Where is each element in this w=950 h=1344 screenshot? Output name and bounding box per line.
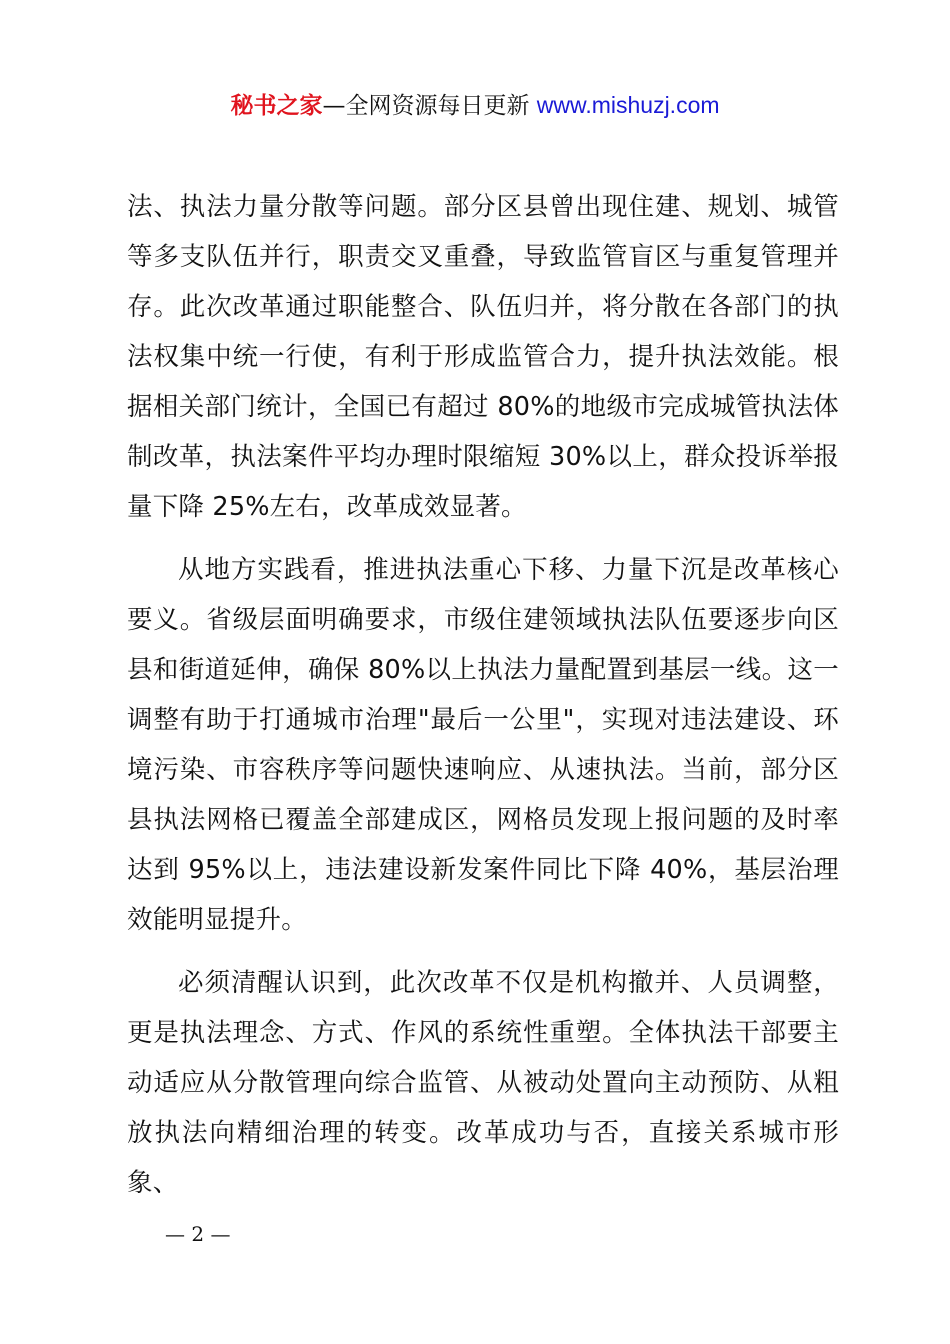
paragraph: 必须清醒认识到，此次改革不仅是机构撤并、人员调整，更是执法理念、方式、作风的系统性重塑。全体执法干部要主动适应从分散管理向综合监管、从被动处置向主动预防、从粗放执法向精细治理的转变。改革成功与否，直接关系城市形象、: [127, 968, 839, 1198]
brand-name: 秘书之家: [230, 93, 323, 119]
paragraph: 从地方实践看，推进执法重心下移、力量下沉是改革核心要义。省级层面明确要求，市级住建领域执法队伍要逐步向区县和街道延伸，确保 80%以上执法力量配置到基层一线。这一调整有助于打通城市治理"最后一公里"，实现对违法建设、环境污染、市容秩序等问题快速响应、从速执法。当前，部分区县执法网格已覆盖全部建成区，网格员发现上报问题的及时率达到 95%以上，违法建设新发案件同比下降 40%，基层治理效能明显提升。: [127, 555, 839, 935]
page-number: — 2 —: [165, 1222, 231, 1246]
paragraph-continued: 法、执法力量分散等问题。部分区县曾出现住建、规划、城管等多支队伍并行，职责交叉重叠，导致监管盲区与重复管理并存。此次改革通过职能整合、队伍归并，将分散在各部门的执法权集中统一行使，有利于形成监管合力，提升执法效能。根据相关部门统计，全国已有超过 80%的地级市完成城管执法体制改革，执法案件平均办理时限缩短 30%以上，群众投诉举报量下降 25%左右，改革成效显著。: [127, 192, 839, 522]
site-url[interactable]: www.mishuzj.com: [536, 92, 720, 118]
header-tagline: —全网资源每日更新: [322, 93, 537, 119]
site-header: [0, 88, 950, 123]
document-body: [127, 182, 839, 1221]
